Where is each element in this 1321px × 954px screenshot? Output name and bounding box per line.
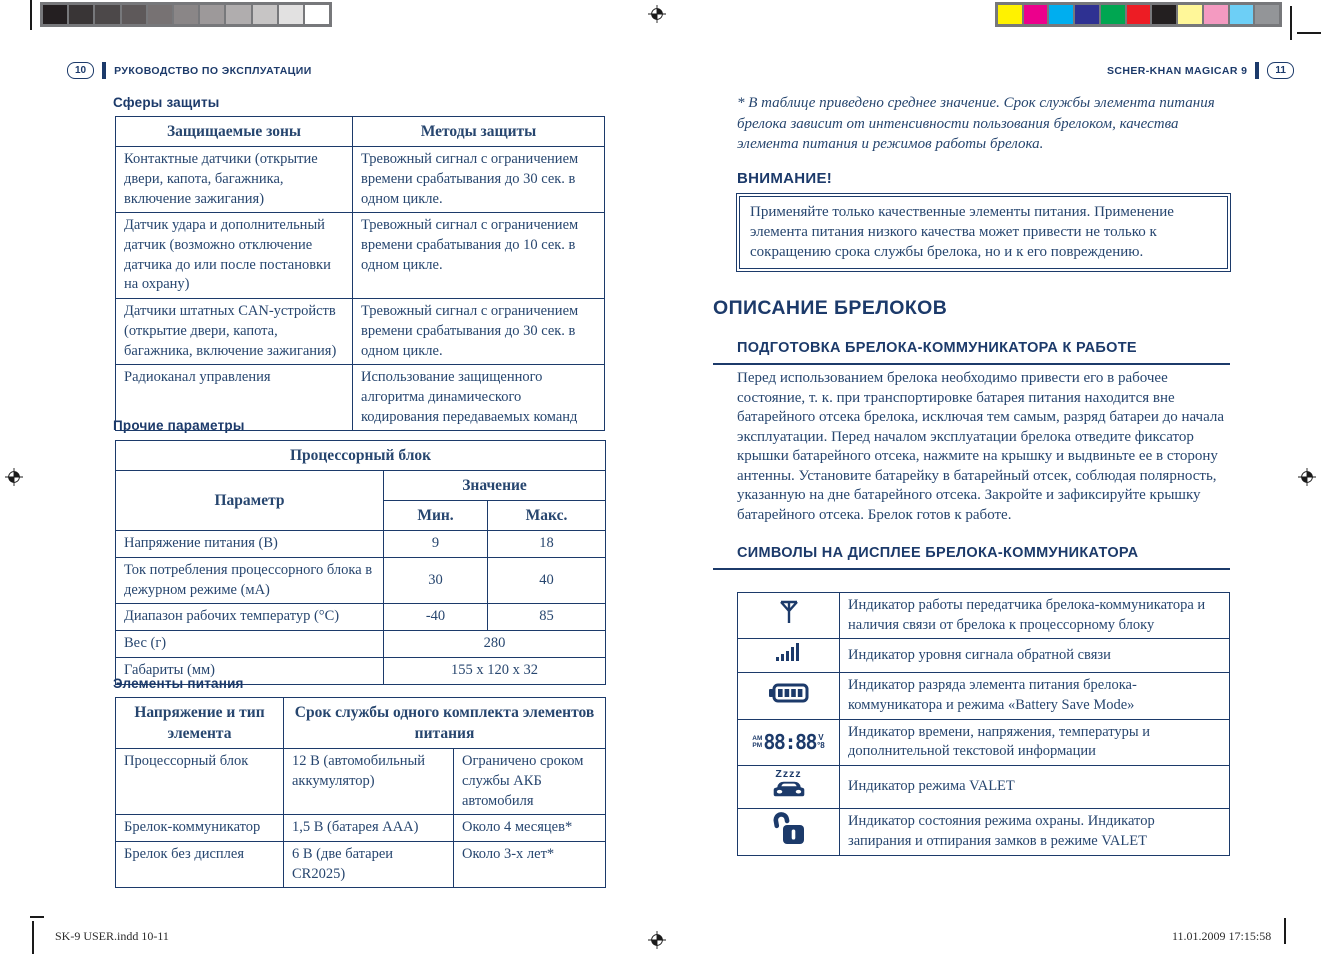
table-row	[738, 766, 1230, 809]
life-cell: Около 4 месяцев*	[454, 815, 606, 842]
param-cell: Напряжение питания (В)	[116, 531, 384, 558]
table-row	[116, 213, 605, 299]
color-swatch	[1049, 5, 1073, 24]
voltage-cell: 12 В (автомобильный аккумулятор)	[284, 749, 454, 815]
am-label: AM	[752, 734, 763, 742]
min-cell: -40	[384, 604, 488, 631]
grayscale-swatch	[69, 5, 93, 24]
table-row	[116, 631, 606, 658]
max-cell: 40	[488, 557, 606, 603]
grayscale-swatch	[253, 5, 277, 24]
symbol-desc: Индикатор работы передатчика брелока-коммуникатора и наличия связи от брелока к процессорному блоку	[840, 593, 1230, 639]
method-cell: Тревожный сигнал с ограничением времени срабатывания до 30 сек. в одном цикле.	[353, 299, 605, 365]
grayscale-swatch	[305, 5, 329, 24]
symbol-desc: Индикатор состояния режима охраны. Индикатор запирания и отпирания замков в режиме VALET	[840, 808, 1230, 856]
max-cell: 18	[488, 531, 606, 558]
color-swatch	[1127, 5, 1151, 24]
table-row	[116, 749, 606, 815]
battery-icon	[738, 673, 840, 719]
value-cell: 280	[384, 631, 606, 658]
power-elements-table	[115, 697, 606, 888]
color-swatch	[1024, 5, 1048, 24]
crop-mark	[1297, 32, 1321, 34]
column-header: Мин.	[384, 501, 488, 531]
table-row	[116, 299, 605, 365]
device-cell: Брелок-коммуникатор	[116, 815, 284, 842]
min-cell: 30	[384, 557, 488, 603]
table-row	[116, 557, 606, 603]
symbol-desc: Индикатор времени, напряжения, температуры и дополнительной текстовой информации	[840, 719, 1230, 765]
registration-mark-icon	[1298, 468, 1316, 486]
method-cell: Тревожный сигнал с ограничением времени срабатывания до 30 сек. в одном цикле.	[353, 147, 605, 213]
column-header: Макс.	[488, 501, 606, 531]
color-swatch	[1075, 5, 1099, 24]
table-row	[116, 531, 606, 558]
method-cell: Тревожный сигнал с ограничением времени срабатывания до 10 сек. в одном цикле.	[353, 213, 605, 299]
block-header: Процессорный блок	[116, 441, 606, 471]
color-calibration-bar	[995, 2, 1282, 27]
prep-subheading: ПОДГОТОВКА БРЕЛОКА-КОММУНИКАТОРА К РАБОТЕ	[713, 340, 1230, 365]
temp-label: °8	[817, 741, 825, 751]
brand-title: SCHER-KHAN MAGICAR 9	[1107, 64, 1248, 77]
left-page-header	[67, 62, 312, 79]
param-cell: Ток потребления процессорного блока в дежурном режиме (мА)	[116, 557, 384, 603]
table-row	[116, 147, 605, 213]
crop-mark	[30, 0, 32, 30]
power-table-title: Элементы питания	[113, 676, 244, 691]
section-title: ОПИСАНИЕ БРЕЛОКОВ	[713, 297, 948, 319]
lock-icon	[738, 808, 840, 856]
protection-table-title: Сферы защиты	[113, 95, 220, 110]
table-row	[738, 808, 1230, 856]
device-cell: Брелок без дисплея	[116, 842, 284, 888]
processor-params-table	[115, 440, 606, 685]
valet-car-icon	[738, 766, 840, 809]
table-row	[116, 815, 606, 842]
column-header: Параметр	[116, 471, 384, 531]
prep-paragraph: Перед использованием брелока необходимо привести его в рабочее состояние, т. к. при транспортировке батарея питания находится вне батарейного отсека брелока, исключая тем самым, разряд батареи до начала эксплуатации. Перед началом эксплуатации брелока отведите фиксатор крышки батарейного отсека, нажмите на крышку и выдвиньте ее в сторону антенны. Установите батарейку в батарейный отсек, соблюдая полярность, указанную на дне батарейного отсека. Закройте и зафиксируйте крышку батарейного отсека. Брелок готов к работе.	[737, 370, 1225, 523]
color-swatch	[998, 5, 1022, 24]
attention-box: Применяйте только качественные элементы питания. Применение элемента питания низкого качества может привести не только к сокращению срока службы брелока, но и к его повреждению.	[739, 196, 1228, 269]
param-cell: Габариты (мм)	[116, 657, 384, 684]
page-number-badge: 10	[67, 62, 94, 79]
zone-cell: Контактные датчики (открытие двери, капота, багажника, включение зажигания)	[116, 147, 353, 213]
zone-cell: Датчики штатных CAN-устройств (открытие двери, капота, багажника, включение зажигания)	[116, 299, 353, 365]
battery-footnote: * В таблице приведено среднее значение. Срок службы элемента питания брелока зависит от интенсивности пользования брелоком, качества элемента питания и режимов работы брелока.	[737, 95, 1215, 153]
display-symbols-table	[737, 592, 1230, 856]
param-cell: Вес (г)	[116, 631, 384, 658]
column-header: Методы защиты	[353, 117, 605, 147]
method-cell: Использование защищенного алгоритма динамического кодирования передаваемых команд	[353, 365, 605, 431]
color-swatch	[1230, 5, 1254, 24]
page-number-badge: 11	[1267, 62, 1294, 79]
grayscale-swatch	[43, 5, 67, 24]
color-swatch	[1204, 5, 1228, 24]
pm-label: PM	[752, 742, 763, 750]
table-row	[738, 673, 1230, 719]
max-cell: 85	[488, 604, 606, 631]
registration-mark-icon	[648, 931, 666, 949]
clock-display-icon	[738, 719, 840, 765]
column-header: Напряжение и тип элемента	[116, 698, 284, 749]
grayscale-swatch	[122, 5, 146, 24]
header-divider	[102, 62, 106, 79]
grayscale-swatch	[279, 5, 303, 24]
params-table-title: Прочие параметры	[113, 418, 245, 433]
attention-heading: ВНИМАНИЕ!	[737, 170, 833, 187]
table-row	[738, 719, 1230, 765]
grayscale-calibration-bar	[40, 2, 332, 27]
grayscale-swatch	[226, 5, 250, 24]
registration-mark-icon	[5, 468, 23, 486]
right-page-header	[1107, 62, 1294, 79]
zone-cell: Датчик удара и дополнительный датчик (возможно отключение датчика до или после постановки на охрану)	[116, 213, 353, 299]
zone-cell: Радиоканал управления	[116, 365, 353, 431]
volt-label: V	[818, 732, 824, 742]
grayscale-swatch	[200, 5, 224, 24]
column-header: Значение	[384, 471, 606, 501]
antenna-icon	[738, 593, 840, 639]
column-header: Защищаемые зоны	[116, 117, 353, 147]
symbols-subheading: СИМВОЛЫ НА ДИСПЛЕЕ БРЕЛОКА-КОММУНИКАТОРА	[713, 545, 1230, 570]
voltage-cell: 6 В (две батареи CR2025)	[284, 842, 454, 888]
crop-mark	[32, 921, 34, 954]
table-row	[738, 639, 1230, 673]
life-cell: Около 3-х лет*	[454, 842, 606, 888]
value-cell: 155 х 120 х 32	[384, 657, 606, 684]
registration-mark-icon	[648, 5, 666, 23]
footer-filename: SK-9 USER.indd 10-11	[55, 929, 169, 943]
color-swatch	[1152, 5, 1176, 24]
grayscale-swatch	[148, 5, 172, 24]
min-cell: 9	[384, 531, 488, 558]
table-row	[116, 604, 606, 631]
signal-bars-icon	[738, 639, 840, 673]
device-cell: Процессорный блок	[116, 749, 284, 815]
column-header: Срок службы одного комплекта элементов питания	[284, 698, 606, 749]
symbol-desc: Индикатор разряда элемента питания брелока-коммуникатора и режима «Battery Save Mode»	[840, 673, 1230, 719]
zzz-label: Zzzz	[775, 768, 802, 781]
symbol-desc: Индикатор уровня сигнала обратной связи	[840, 639, 1230, 673]
color-swatch	[1178, 5, 1202, 24]
header-divider	[1255, 62, 1259, 79]
color-swatch	[1101, 5, 1125, 24]
clock-digits: 88:88	[763, 730, 817, 755]
grayscale-swatch	[174, 5, 198, 24]
symbol-desc: Индикатор режима VALET	[840, 766, 1230, 809]
footer-timestamp: 11.01.2009 17:15:58	[1172, 929, 1272, 943]
left-header-title: РУКОВОДСТВО ПО ЭКСПЛУАТАЦИИ	[114, 64, 312, 77]
crop-mark	[30, 916, 44, 918]
voltage-cell: 1,5 В (батарея ААА)	[284, 815, 454, 842]
param-cell: Диапазон рабочих температур (°С)	[116, 604, 384, 631]
life-cell: Ограничено сроком службы АКБ автомобиля	[454, 749, 606, 815]
table-row	[116, 842, 606, 888]
crop-mark	[1290, 6, 1292, 40]
grayscale-swatch	[95, 5, 119, 24]
crop-mark	[1284, 918, 1286, 944]
protection-zones-table	[115, 116, 605, 431]
table-row	[738, 593, 1230, 639]
color-swatch	[1255, 5, 1279, 24]
